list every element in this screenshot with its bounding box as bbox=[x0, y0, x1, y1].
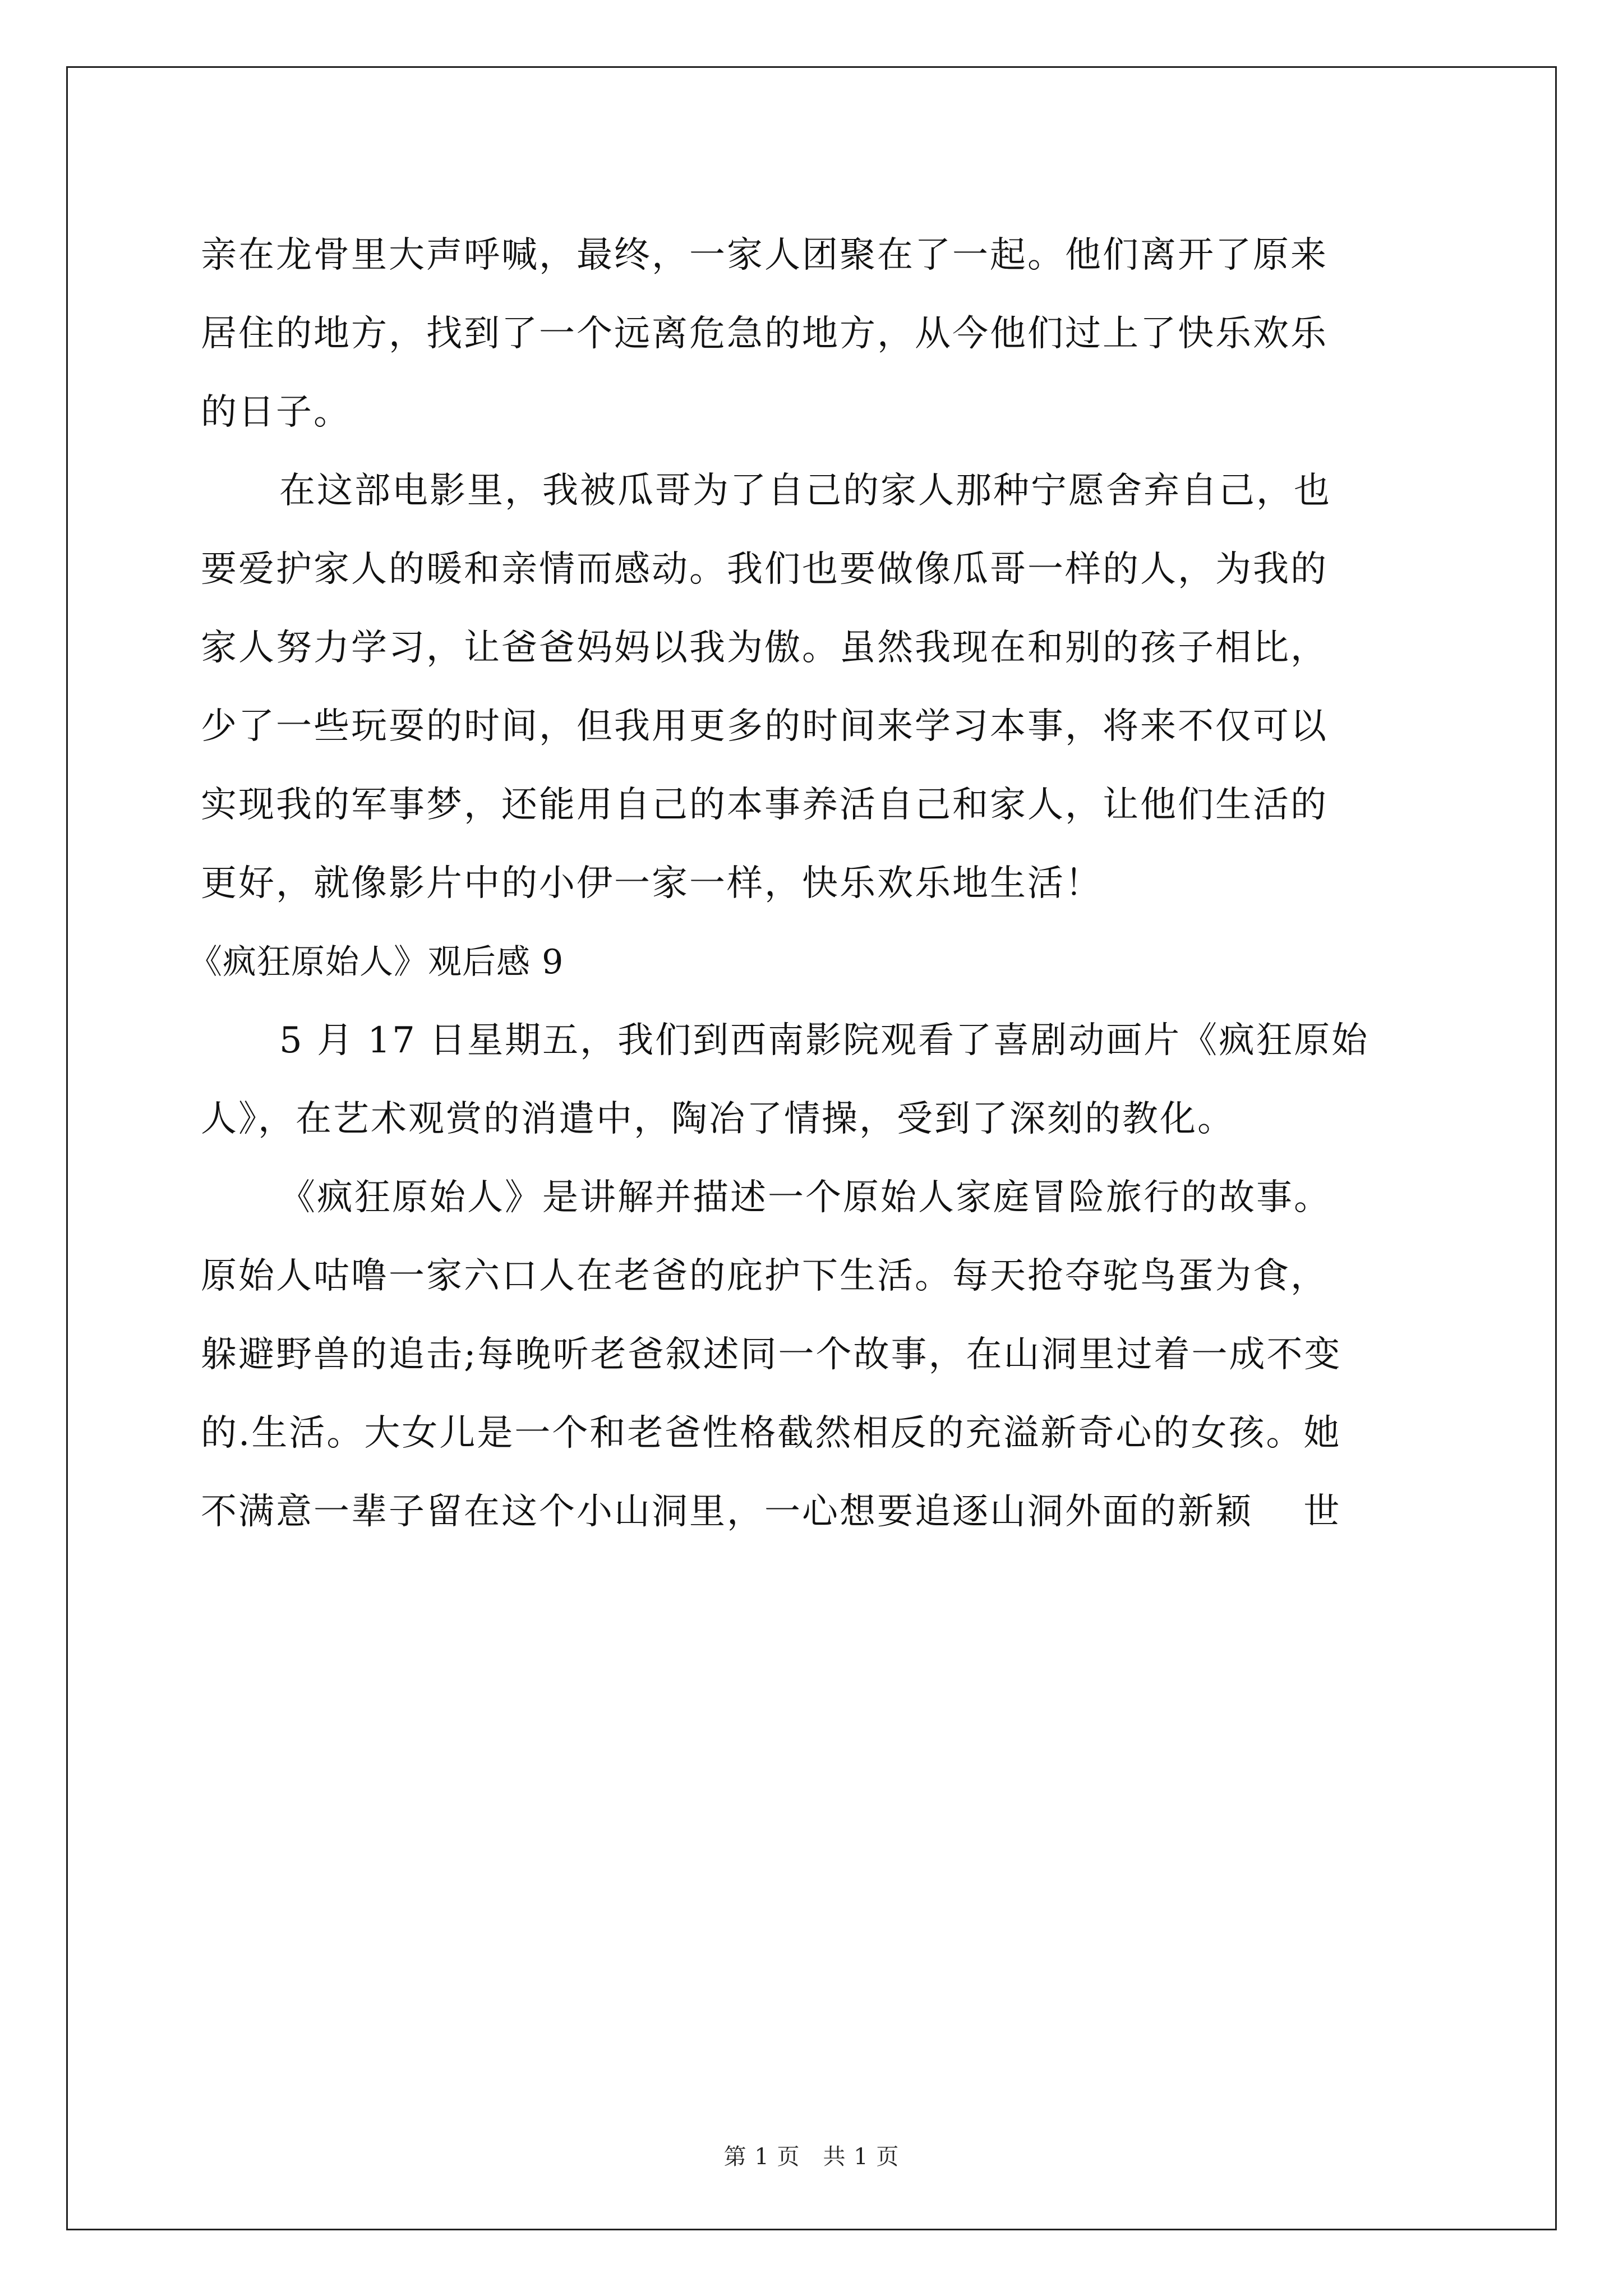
text-line: 原始人咕噜一家六口人在老爸的庇护下生活。每天抢夺驼鸟蛋为食， bbox=[201, 1255, 1328, 1297]
text-line: 更好，就像影片中的小伊一家一样，快乐欢乐地生活！ bbox=[201, 863, 1103, 904]
paragraph bbox=[201, 1001, 1429, 1158]
text-line: 《疯狂原始人》是讲解并描述一个原始人家庭冒险旅行的故事。 bbox=[279, 1177, 1331, 1218]
text-line: 少了一些玩耍的时间，但我用更多的时间来学习本事，将来不仅可以 bbox=[201, 706, 1328, 747]
document-body bbox=[188, 216, 1429, 1551]
section-title: 《疯狂原始人》观后感 9 bbox=[188, 942, 564, 982]
text-line: 的日子。 bbox=[201, 392, 351, 433]
text-line: 的.生活。大女儿是一个和老爸性格截然相反的充溢新奇心的女孩。她 bbox=[201, 1412, 1341, 1454]
text-line: 人》，在艺术观赏的消遣中，陶冶了情操，受到了深刻的教化。 bbox=[201, 1098, 1235, 1140]
text-line: 亲在龙骨里大声呼喊，最终，一家人团聚在了一起。他们离开了原来 bbox=[201, 234, 1328, 276]
text-line: 5 月 17 日星期五，我们到西南影院观看了喜剧动画片《疯狂原始 bbox=[279, 1020, 1370, 1061]
paragraph bbox=[201, 452, 1429, 923]
paragraph bbox=[201, 1158, 1429, 1551]
text-line: 躲避野兽的追击;每晚听老爸叙述同一个故事，在山洞里过着一成不变 bbox=[201, 1334, 1342, 1375]
page-footer: 第 1 页 共 1 页 bbox=[723, 2144, 900, 2170]
text-line: 在这部电影里，我被瓜哥为了自己的家人那种宁愿舍弃自己，也 bbox=[279, 470, 1331, 512]
text-line: 居住的地方，找到了一个远离危急的地方，从今他们过上了快乐欢乐 bbox=[201, 313, 1328, 355]
text-line: 实现我的军事梦，还能用自己的本事养活自己和家人，让他们生活的 bbox=[201, 784, 1328, 826]
text-line: 家人努力学习，让爸爸妈妈以我为傲。虽然我现在和别的孩子相比， bbox=[201, 627, 1328, 669]
text-line: 不满意一辈子留在这个小山洞里，一心想要追逐山洞外面的新颖 世 bbox=[201, 1491, 1341, 1533]
text-line: 要爱护家人的暖和亲情而感动。我们也要做像瓜哥一样的人，为我的 bbox=[201, 549, 1328, 590]
paragraph bbox=[201, 216, 1429, 452]
